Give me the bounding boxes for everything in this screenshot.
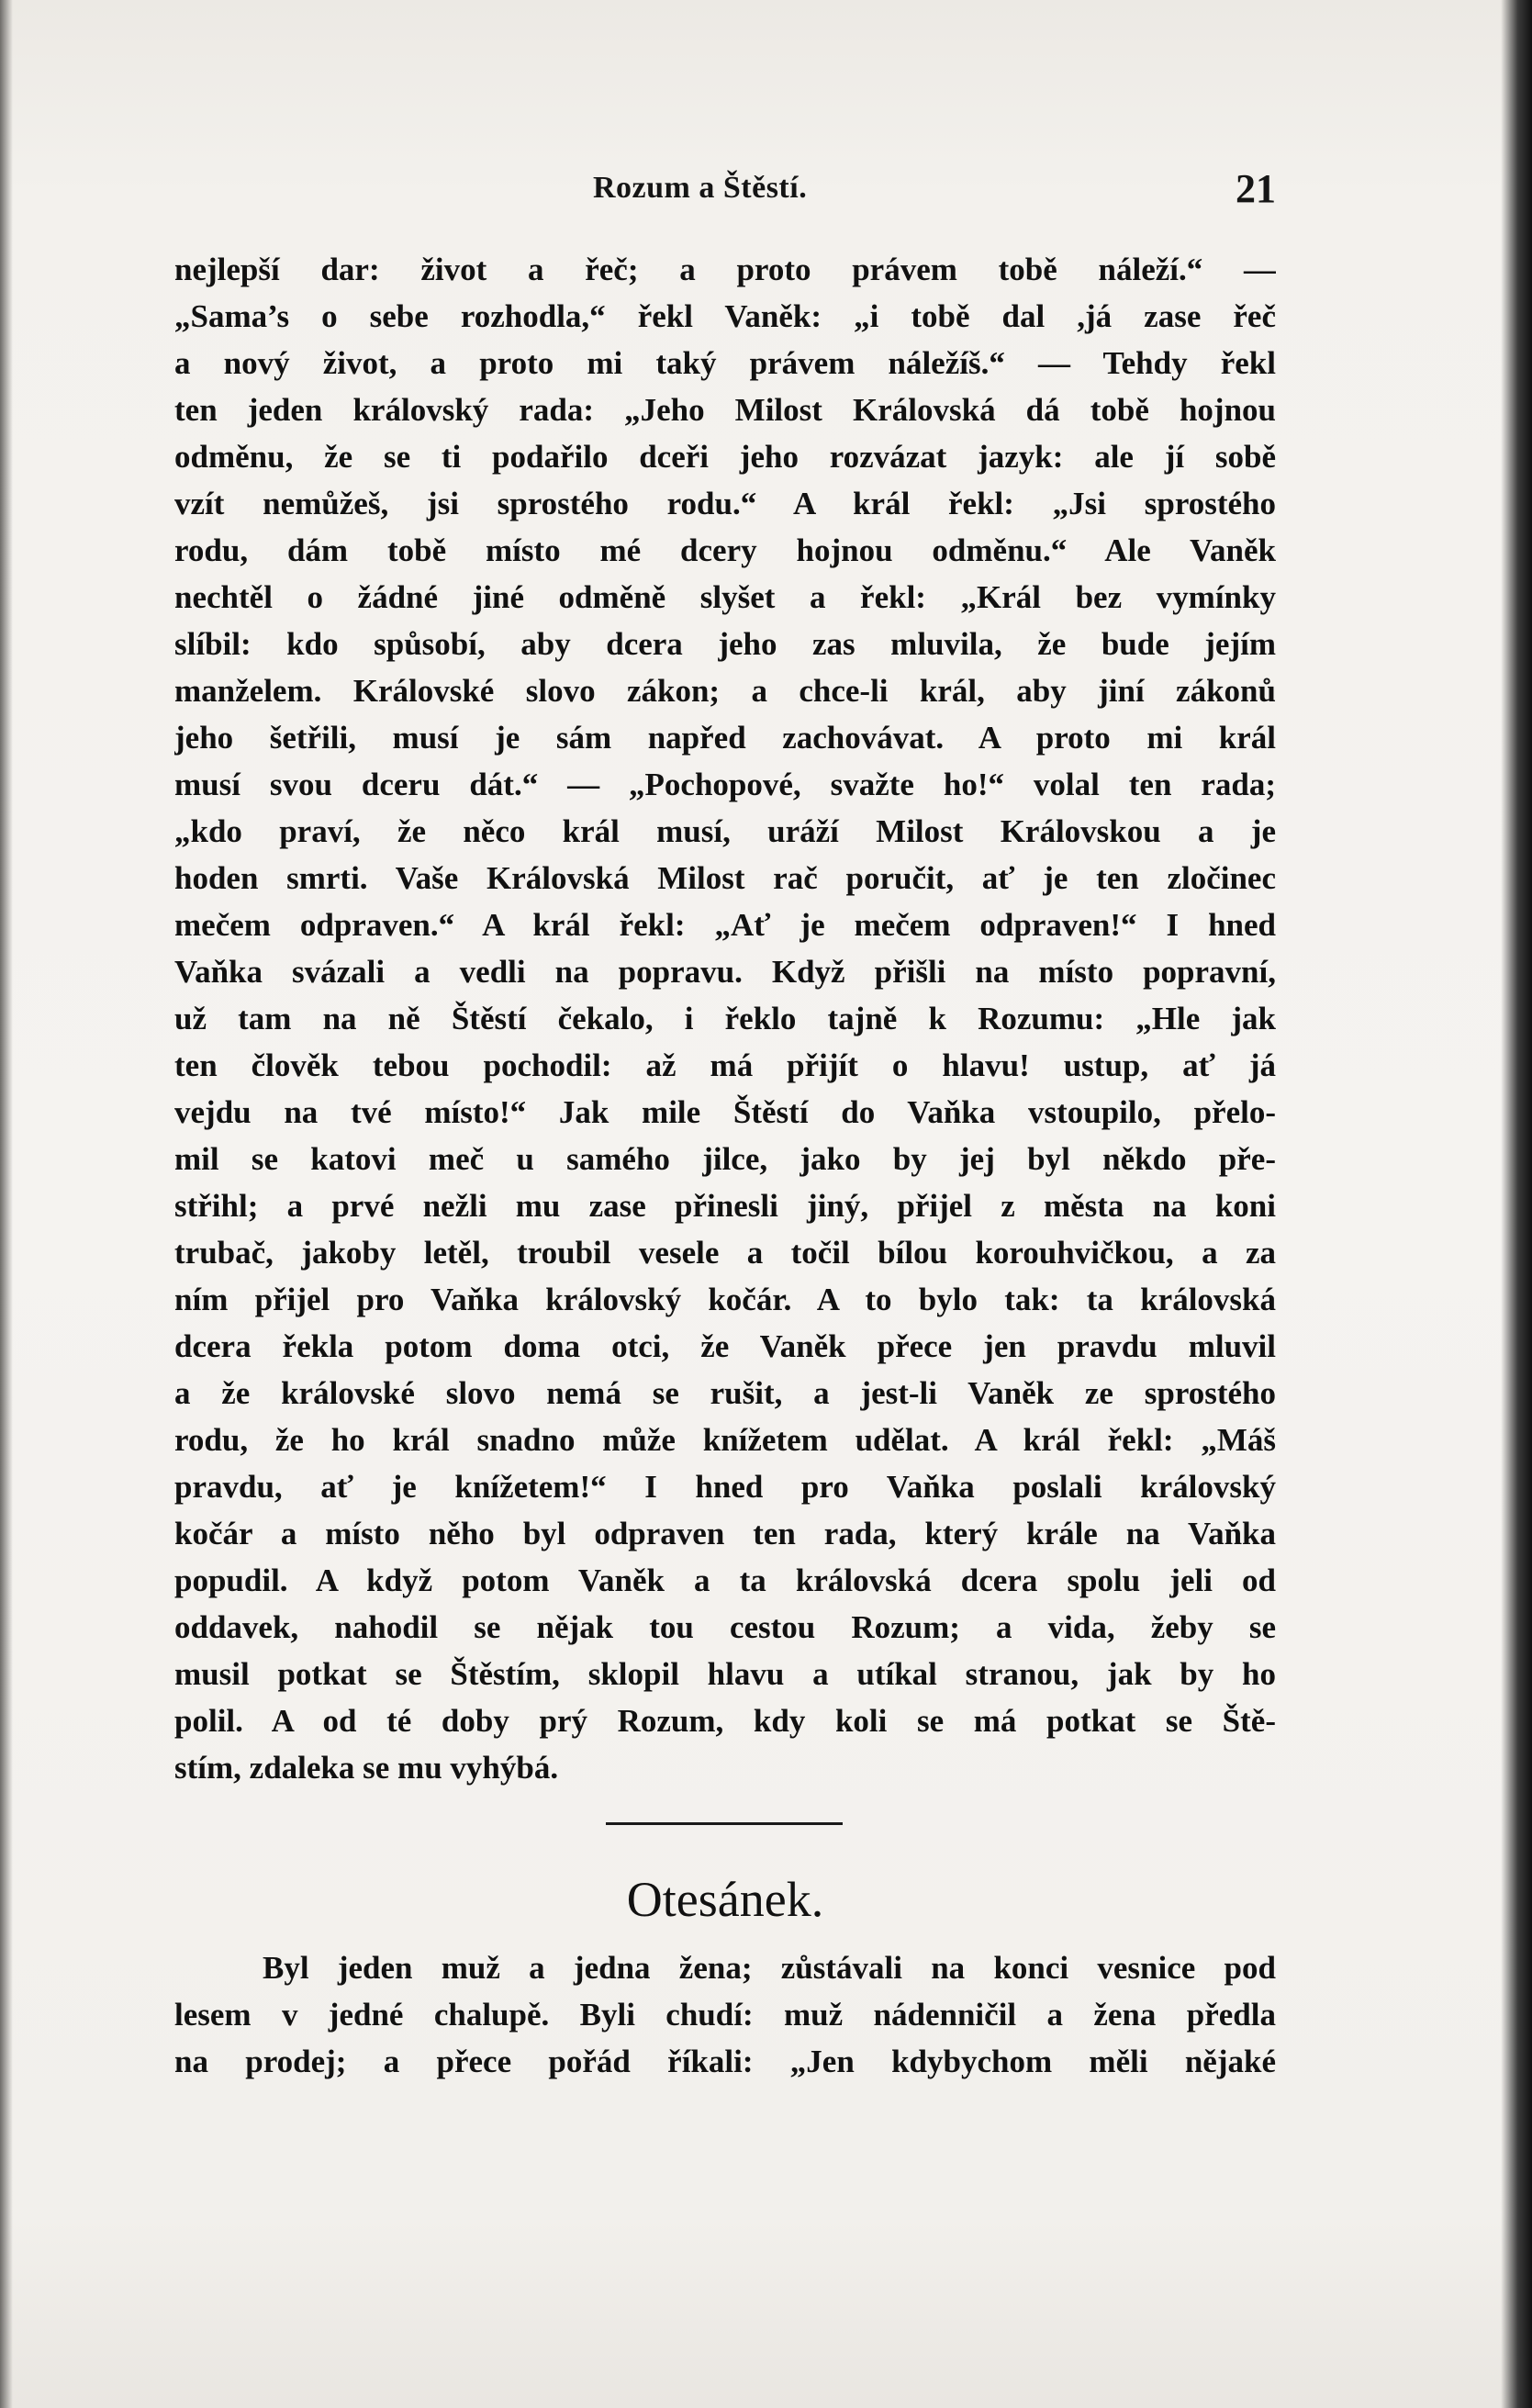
page-left-shadow xyxy=(0,0,13,2408)
text-line: ten jeden královský rada: „Jeho Milost Královská dá tobě hojnou xyxy=(174,392,1276,428)
section-divider xyxy=(606,1822,843,1825)
text-line: na prodej; a přece pořád říkali: „Jen kdybychom měli nějaké xyxy=(174,2044,1276,2079)
text-line: kočár a místo něho byl odpraven ten rada, který krále na Vaňka xyxy=(174,1516,1276,1551)
text-line: stím, zdaleka se mu vyhýbá. xyxy=(174,1750,559,1786)
text-line: manželem. Královské slovo zákon; a chce-li král, aby jiní zákonů xyxy=(174,673,1276,709)
text-line: vzít nemůžeš, jsi sprostého rodu.“ A král řekl: „Jsi sprostého xyxy=(174,486,1276,521)
page-header xyxy=(174,166,1276,217)
page-number: 21 xyxy=(1236,166,1276,211)
text-line: vejdu na tvé místo!“ Jak mile Štěstí do Vaňka vstoupilo, přelo- xyxy=(174,1094,1276,1130)
text-line: rodu, že ho král snadno může knížetem udělat. A král řekl: „Máš xyxy=(174,1422,1276,1458)
text-line: a nový život, a proto mi taký právem náležíš.“ — Tehdy řekl xyxy=(174,345,1276,381)
text-line: lesem v jedné chalupě. Byli chudí: muž nádenničil a žena předla xyxy=(174,1997,1276,2033)
text-line: dcera řekla potom doma otci, že Vaněk přece jen pravdu mluvil xyxy=(174,1328,1276,1364)
text-line: musil potkat se Štěstím, sklopil hlavu a utíkal stranou, jak by ho xyxy=(174,1656,1276,1692)
text-line: už tam na ně Štěstí čekalo, i řeklo tajně k Rozumu: „Hle jak xyxy=(174,1001,1276,1036)
running-head: Rozum a Štěstí. xyxy=(593,171,808,205)
text-line: polil. A od té doby prý Rozum, kdy koli se má potkat se Ště- xyxy=(174,1703,1276,1739)
text-line: „Sama’s o sebe rozhodla,“ řekl Vaněk: „i tobě dal ,já zase řeč xyxy=(174,298,1276,334)
text-line: pravdu, ať je knížetem!“ I hned pro Vaňka poslali královský xyxy=(174,1469,1276,1505)
text-line: odměnu, že se ti podařilo dceři jeho rozvázat jazyk: ale jí sobě xyxy=(174,439,1276,475)
text-line: nechtěl o žádné jiné odměně slyšet a řekl: „Král bez vymínky xyxy=(174,579,1276,615)
story-text xyxy=(174,246,1276,1791)
section-text xyxy=(174,1944,1276,2085)
text-line: musí svou dceru dát.“ — „Pochopové, svažte ho!“ volal ten rada; xyxy=(174,767,1276,802)
text-line: mil se katovi meč u samého jilce, jako by jej byl někdo pře- xyxy=(174,1141,1276,1177)
section-title: Otesánek. xyxy=(626,1872,824,1927)
text-line: střihl; a prvé nežli mu zase přinesli jiný, přijel z města na koni xyxy=(174,1188,1276,1224)
text-line: trubač, jakoby letěl, troubil vesele a točil bílou korouhvičkou, a za xyxy=(174,1235,1276,1271)
text-line: popudil. A když potom Vaněk a ta královská dcera spolu jeli od xyxy=(174,1562,1276,1598)
text-line: Vaňka svázali a vedli na popravu. Když přišli na místo popravní, xyxy=(174,954,1276,990)
text-line: rodu, dám tobě místo mé dcery hojnou odměnu.“ Ale Vaněk xyxy=(174,532,1276,568)
text-line: slíbil: kdo spůsobí, aby dcera jeho zas mluvila, že bude jejím xyxy=(174,626,1276,662)
text-line: ním přijel pro Vaňka královský kočár. A to bylo tak: ta královská xyxy=(174,1282,1276,1317)
text-line: mečem odpraven.“ A král řekl: „Ať je mečem odpraven!“ I hned xyxy=(174,907,1276,943)
text-line: Byl jeden muž a jedna žena; zůstávali na konci vesnice pod xyxy=(263,1950,1276,1986)
text-line: hoden smrti. Vaše Královská Milost rač poručit, ať je ten zločinec xyxy=(174,860,1276,896)
text-line: nejlepší dar: život a řeč; a proto právem tobě náleží.“ — xyxy=(174,252,1276,287)
page-right-edge xyxy=(1501,0,1532,2408)
text-line: „kdo praví, že něco král musí, uráží Milost Královskou a je xyxy=(174,813,1276,849)
text-line: oddavek, nahodil se nějak tou cestou Rozum; a vida, žeby se xyxy=(174,1609,1276,1645)
text-line: ten člověk tebou pochodil: až má přijít o hlavu! ustup, ať já xyxy=(174,1047,1276,1083)
text-line: jeho šetřili, musí je sám napřed zachovávat. A proto mi král xyxy=(174,720,1276,756)
text-line: a že královské slovo nemá se rušit, a jest-li Vaněk ze sprostého xyxy=(174,1375,1276,1411)
